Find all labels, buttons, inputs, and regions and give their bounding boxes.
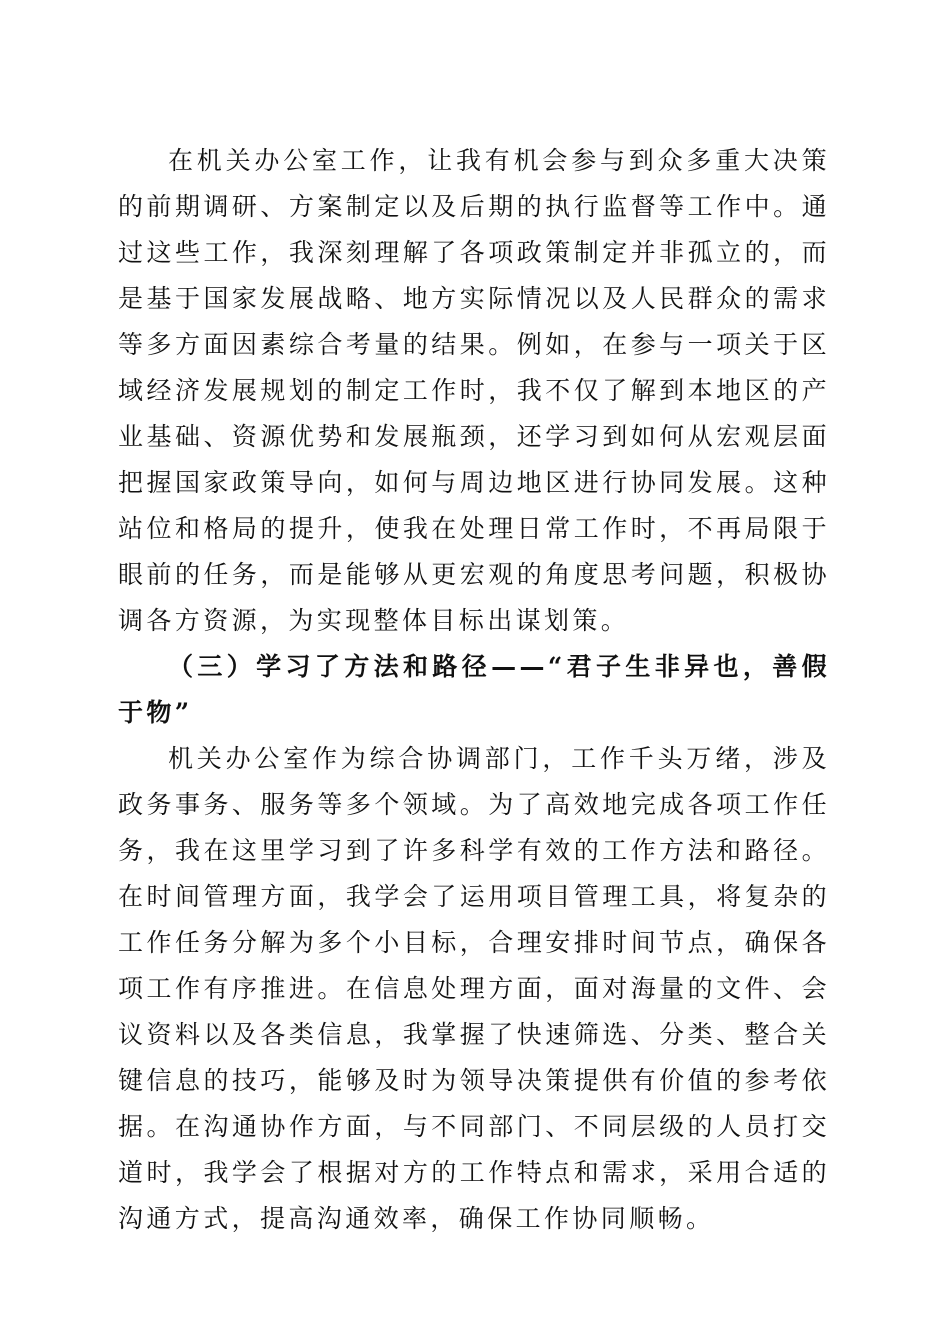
- document-body: [118, 138, 830, 1242]
- body-paragraph-1: 在机关办公室工作，让我有机会参与到众多重大决策的前期调研、方案制定以及后期的执行监督等工作中。通过这些工作，我深刻理解了各项政策制定并非孤立的，而是基于国家发展战略、地方实际情况以及人民群众的需求等多方面因素综合考量的结果。例如，在参与一项关于区域经济发展规划的制定工作时，我不仅了解到本地区的产业基础、资源优势和发展瓶颈，还学习到如何从宏观层面把握国家政策导向，如何与周边地区进行协同发展。这种站位和格局的提升，使我在处理日常工作时，不再局限于眼前的任务，而是能够从更宏观的角度思考问题，积极协调各方资源，为实现整体目标出谋划策。: [118, 146, 830, 635]
- body-paragraph-2: 机关办公室作为综合协调部门，工作千头万绪，涉及政务事务、服务等多个领域。为了高效地完成各项工作任务，我在这里学习到了许多科学有效的工作方法和路径。在时间管理方面，我学会了运用项目管理工具，将复杂的工作任务分解为多个小目标，合理安排时间节点，确保各项工作有序推进。在信息处理方面，面对海量的文件、会议资料以及各类信息，我掌握了快速筛选、分类、整合关键信息的技巧，能够及时为领导决策提供有价值的参考依据。在沟通协作方面，与不同部门、不同层级的人员打交道时，我学会了根据对方的工作特点和需求，采用合适的沟通方式，提高沟通效率，确保工作协同顺畅。: [118, 744, 830, 1233]
- section-heading: （三）学习了方法和路径——“君子生非异也，善假于物”: [118, 652, 830, 727]
